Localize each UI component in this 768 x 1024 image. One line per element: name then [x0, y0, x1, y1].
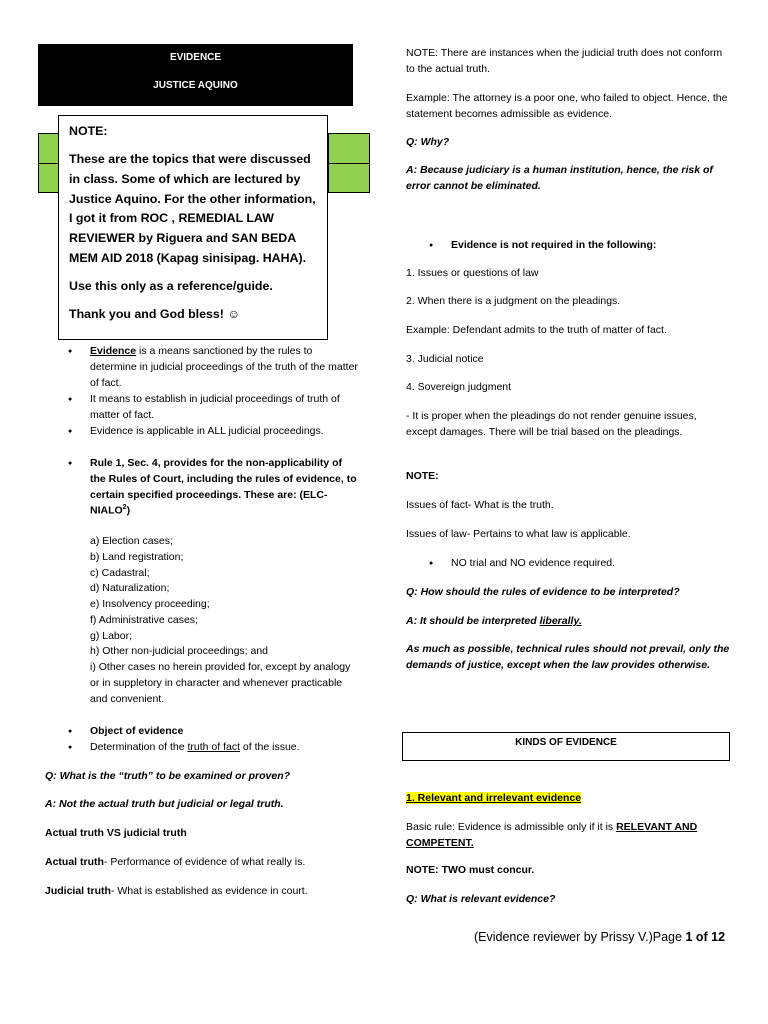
question: Q: Why?	[406, 136, 450, 148]
footer-text: (Evidence reviewer by Prissy V.)Page	[474, 930, 686, 944]
definition	[45, 884, 365, 900]
question: Q: What is relevant evidence?	[406, 893, 556, 905]
bullet-text	[90, 740, 360, 756]
subheading: Actual truth VS judicial truth	[45, 827, 187, 839]
list-item: 1. Issues or questions of law	[406, 267, 539, 279]
list-item: 4. Sovereign judgment	[406, 381, 512, 393]
definition	[45, 855, 365, 871]
text: - Performance of evidence of what really is.	[103, 856, 306, 868]
answer: A: Because judiciary is a human institution, hence, the risk of error cannot be eliminated.	[406, 164, 713, 192]
note-text: Use this only as a reference/guide.	[69, 278, 273, 293]
paragraph: As much as possible, technical rules should not prevail, only the demands of justice, except when the law provides otherwise.	[406, 643, 730, 671]
list-item: i) Other cases no herein provided for, except by analogy or in suppletory in character and whenever practicable and convenient.	[90, 661, 351, 705]
bullet-text: ● It means to establish in judicial proceedings of truth of matter of fact.	[90, 392, 360, 424]
section-heading-box	[402, 732, 730, 761]
document-subtitle: JUSTICE AQUINO	[153, 80, 238, 91]
section-heading: KINDS OF EVIDENCE	[515, 737, 617, 748]
bullet-heading: ● Evidence is not required in the following:	[451, 238, 731, 254]
term: Actual truth	[45, 856, 104, 868]
answer	[406, 614, 730, 630]
answer: A: Not the actual truth but judicial or legal truth.	[45, 798, 284, 810]
green-header-bar	[328, 133, 370, 165]
note-callout	[58, 115, 328, 340]
paragraph: NOTE: TWO must concur.	[406, 864, 535, 876]
paragraph	[406, 820, 730, 852]
list-item: e) Insolvency proceeding;	[90, 598, 210, 610]
underlined-text: truth of fact	[187, 741, 240, 753]
list-item: f) Administrative cases;	[90, 613, 198, 626]
term: Judicial truth	[45, 885, 111, 897]
bullet-heading: ● Object of evidence	[90, 724, 360, 740]
note-label: NOTE:	[406, 470, 439, 482]
underlined-text: liberally.	[539, 615, 582, 627]
bullet-text: ● NO trial and NO evidence required.	[451, 556, 731, 572]
text: - What is established as evidence in court.	[110, 885, 308, 897]
green-header-bar	[38, 133, 60, 165]
page-footer	[474, 928, 725, 947]
text: Determination of the	[90, 741, 188, 753]
list-item: b) Land registration;	[90, 550, 184, 563]
superscript: 2	[122, 504, 127, 512]
note-text: Thank you and God bless! ☺	[69, 306, 240, 321]
text: of the issue.	[240, 741, 300, 753]
paragraph: Issues of fact- What is the truth.	[406, 499, 554, 511]
bullet-rule	[90, 456, 360, 520]
bullet-evidence-definition	[90, 344, 360, 391]
list-item: 2. When there is a judgment on the pleadings.	[406, 295, 621, 307]
document-title: EVIDENCE	[169, 52, 222, 63]
page-number: 1	[685, 930, 693, 944]
question: Q: How should the rules of evidence to be interpreted?	[406, 586, 680, 598]
list-item: 3. Judicial notice	[406, 353, 484, 365]
proceedings-list	[90, 534, 360, 707]
list-item: g) Labor;	[90, 629, 133, 642]
text: is a means sanctioned by the rules to determine in judicial proceedings of the truth of the matter of fact.	[90, 345, 358, 389]
document-title-banner	[38, 44, 353, 106]
text: )	[126, 504, 131, 517]
highlighted-heading	[406, 791, 730, 807]
text: A: It should be interpreted	[406, 615, 540, 627]
paragraph: Example: Defendant admits to the truth of matter of fact.	[406, 324, 667, 336]
text: Rule 1, Sec. 4, provides for the non-applicability of the Rules of Court, including the rules of evidence, to certain specified proceedings. These are: (ELC-NIALO	[90, 457, 357, 517]
paragraph: NOTE: There are instances when the judicial truth does not conform to the actual truth.	[406, 47, 723, 75]
list-item: h) Other non-judicial proceedings; and	[90, 645, 269, 658]
paragraph: - It is proper when the pleadings do not render genuine issues, except damages. There will be trial based on the pleadings.	[406, 410, 697, 438]
note-text: These are the topics that were discussed in class. Some of which are lectured by Justice Aquino. For the other information, I got it from ROC , REMEDIAL LAW REVIEWER by Riguera and SAN BEDA MEM AID 2018 (Kapag sinisipag. HAHA).	[69, 151, 316, 266]
list-item: c) Cadastral;	[90, 566, 150, 579]
underlined-text: RELEVANT AND COMPETENT.	[406, 821, 698, 849]
list-item: a) Election cases;	[90, 535, 173, 547]
term: Evidence	[90, 345, 137, 357]
question: Q: What is the “truth” to be examined or proven?	[45, 770, 291, 782]
bullet-text: ● Evidence is applicable in ALL judicial proceedings.	[90, 424, 360, 440]
paragraph: Issues of law- Pertains to what law is applicable.	[406, 528, 631, 540]
list-item: d) Naturalization;	[90, 582, 170, 595]
text: Basic rule: Evidence is admissible only if it is	[406, 821, 617, 833]
green-header-bar	[38, 163, 60, 193]
green-header-bar	[328, 163, 370, 193]
note-heading: NOTE:	[69, 124, 108, 138]
page-total: 12	[711, 930, 726, 944]
paragraph: Example: The attorney is a poor one, who failed to object. Hence, the statement becomes admissible as evidence.	[406, 92, 728, 120]
footer-text: of	[692, 930, 712, 944]
text: 1. Relevant and irrelevant evidence	[406, 792, 582, 804]
